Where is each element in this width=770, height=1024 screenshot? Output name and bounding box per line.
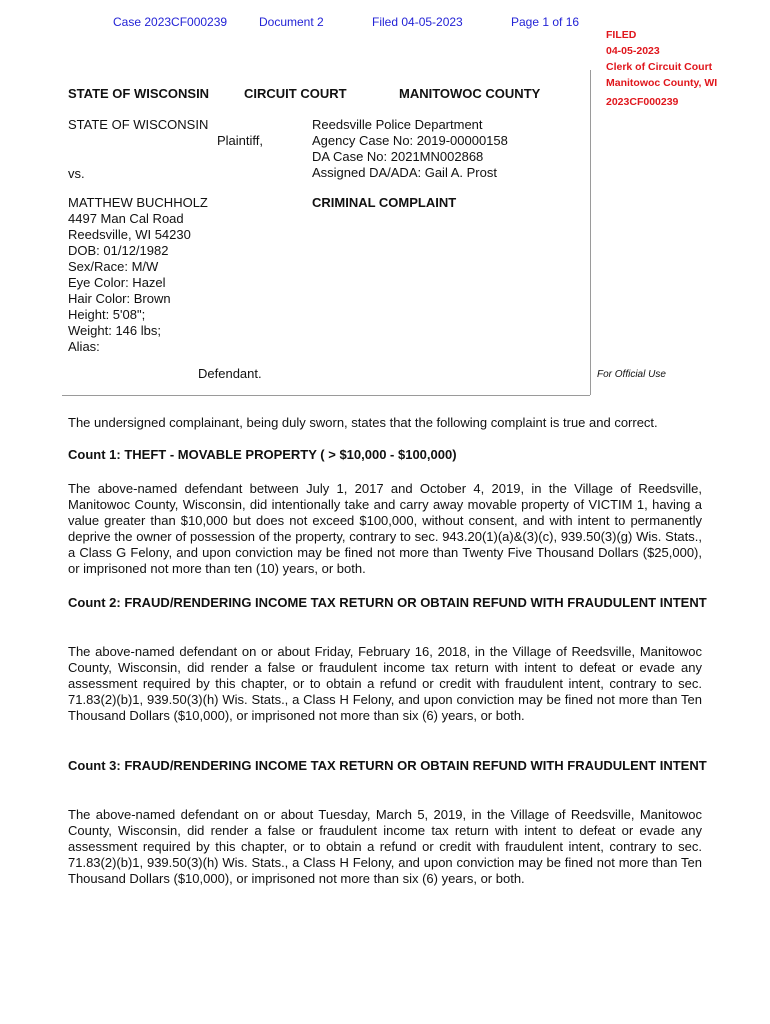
filed-stamp (606, 27, 717, 110)
defendant-alias: Alias: (68, 339, 100, 354)
document-number-stamp: Document 2 (259, 15, 324, 29)
defendant-info (68, 195, 208, 355)
plaintiff-name: STATE OF WISCONSIN (68, 117, 209, 132)
filed-county: Manitowoc County, WI (606, 77, 718, 89)
defendant-weight: Weight: 146 lbs; (68, 323, 161, 338)
defendant-city: Reedsville, WI 54230 (68, 227, 191, 242)
defendant-name: MATTHEW BUCHHOLZ (68, 195, 208, 210)
count-3-body: The above-named defendant on or about Tuesday, March 5, 2019, in the Village of Reedsville, Manitowoc County, Wisconsin, did render a false or fraudulent income tax return with intent to defeat or evade any assessment required by this chapter, or to obtain a refund or credit with fraudulent intent, contrary to sec. 71.83(2)(b)1, 939.50(3)(h) Wis. Stats., a Class H Felony, and upon conviction may be fined not more than Ten Thousand Dollars ($10,000), or imprisoned not more than six (6) years, or both. (68, 807, 702, 886)
count-3-title: Count 3: FRAUD/RENDERING INCOME TAX RETURN OR OBTAIN REFUND WITH FRAUDULENT INTENT (68, 758, 707, 773)
filed-case: 2023CF000239 (606, 96, 679, 108)
case-number-stamp: Case 2023CF000239 (113, 15, 228, 29)
count-2-body: The above-named defendant on or about Friday, February 16, 2018, in the Village of Reedsville, Manitowoc County, Wisconsin, did render a false or fraudulent income tax return with intent to defeat or evade any assessment required by this chapter, or to obtain a refund or credit with fraudulent intent, contrary to sec. 71.83(2)(b)1, 939.50(3)(h) Wis. Stats., a Class H Felony, and upon conviction may be fined not more than Ten Thousand Dollars ($10,000), or imprisoned not more than six (6) years, or both. (68, 644, 702, 723)
defendant-sex-race: Sex/Race: M/W (68, 259, 159, 274)
defendant-eye-color: Eye Color: Hazel (68, 275, 166, 290)
filed-clerk: Clerk of Circuit Court (606, 61, 713, 73)
caption-divider-horizontal (62, 395, 590, 396)
official-use-label: For Official Use (597, 369, 666, 380)
complaint-title: CRIMINAL COMPLAINT (312, 195, 457, 210)
da-case-number: DA Case No: 2021MN002868 (312, 149, 484, 164)
versus-label: vs. (68, 166, 85, 181)
filed-label: FILED (606, 29, 637, 41)
agency-info (312, 117, 508, 181)
caption-divider-vertical (590, 70, 591, 395)
count-2-title: Count 2: FRAUD/RENDERING INCOME TAX RETURN OR OBTAIN REFUND WITH FRAUDULENT INTENT (68, 595, 707, 610)
defendant-address: 4497 Man Cal Road (68, 211, 184, 226)
defendant-dob: DOB: 01/12/1982 (68, 243, 169, 258)
assigned-da: Assigned DA/ADA: Gail A. Prost (312, 165, 497, 180)
filed-date-stamp: Filed 04-05-2023 (372, 15, 463, 29)
intro-paragraph: The undersigned complainant, being duly sworn, states that the following complaint is true and correct. (68, 415, 658, 430)
defendant-height: Height: 5'08"; (68, 307, 146, 322)
filed-date: 04-05-2023 (606, 45, 660, 57)
page-number-stamp: Page 1 of 16 (511, 15, 580, 29)
agency-name: Reedsville Police Department (312, 117, 483, 132)
plaintiff-label: Plaintiff, (217, 133, 264, 148)
header-state: STATE OF WISCONSIN (68, 86, 210, 101)
header-county: MANITOWOC COUNTY (399, 86, 541, 101)
count-1-title: Count 1: THEFT - MOVABLE PROPERTY ( > $10,000 - $100,000) (68, 447, 457, 462)
defendant-hair-color: Hair Color: Brown (68, 291, 171, 306)
header-court: CIRCUIT COURT (244, 86, 347, 101)
agency-case-number: Agency Case No: 2019-00000158 (312, 133, 508, 148)
count-1-body: The above-named defendant between July 1, 2017 and October 4, 2019, in the Village of Reedsville, Manitowoc County, Wisconsin, did intentionally take and carry away movable property of VICTIM 1, having a value greater than $10,000 but does not exceed $100,000, without consent, and with intent to permanently deprive the owner of possession of the property, contrary to sec. 943.20(1)(a)&(3)(c), 939.50(3)(g) Wis. Stats., a Class G Felony, and upon conviction may be fined not more than Twenty Five Thousand Dollars ($25,000), or imprisoned not more than ten (10) years, or both. (68, 481, 702, 576)
defendant-label: Defendant. (198, 366, 262, 381)
